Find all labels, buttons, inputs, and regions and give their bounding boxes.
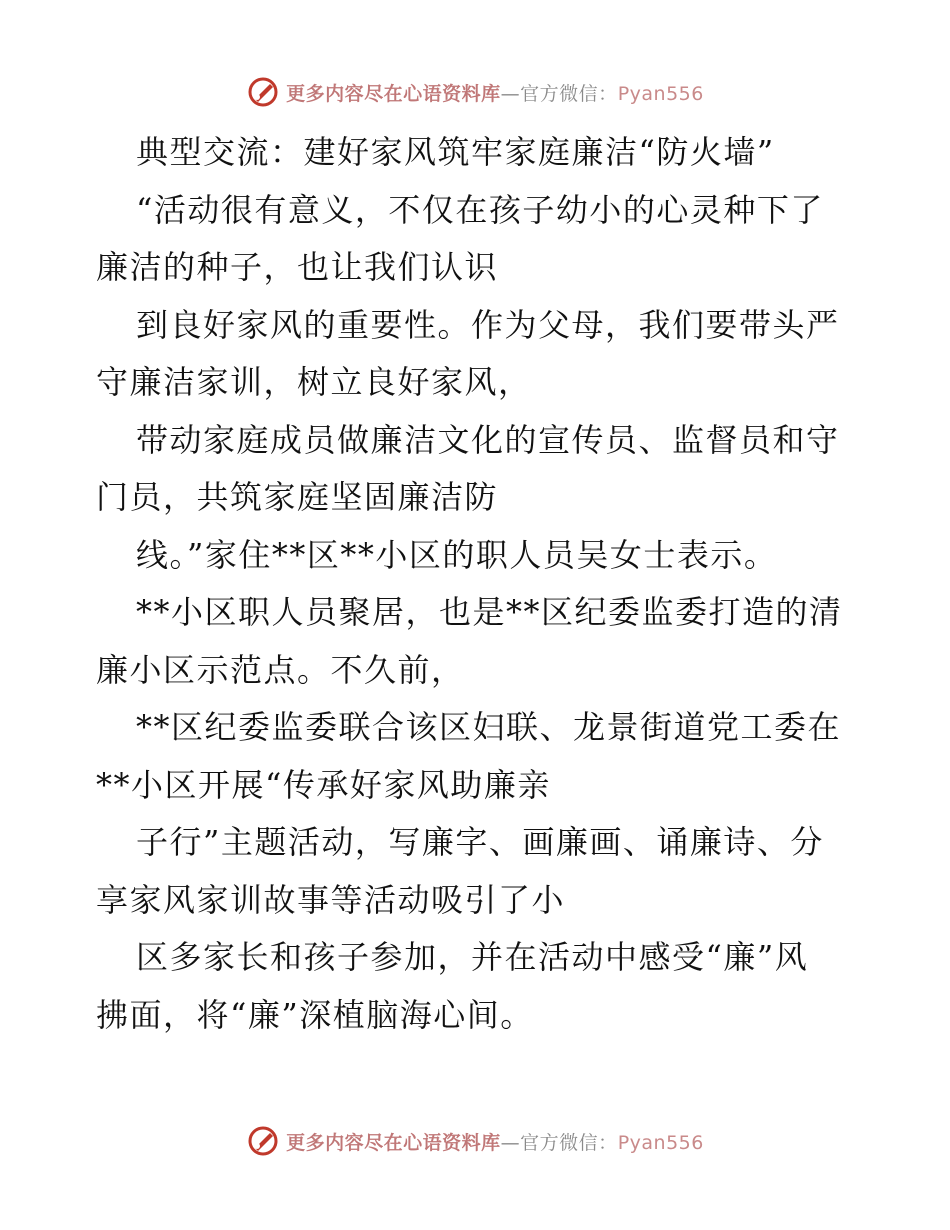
watermark-id: Pyan556 — [617, 1131, 704, 1154]
watermark-id: Pyan556 — [617, 82, 704, 105]
brand-logo-icon — [246, 1124, 280, 1158]
text-line: **小区开展“传承好家风助廉亲 — [96, 765, 551, 804]
text-line: 线。”家住**区**小区的职人员吴女士表示。 — [136, 535, 778, 574]
text-line: 到良好家风的重要性。作为父母，我们要带头严 — [136, 305, 840, 344]
text-line: 子行”主题活动，写廉字、画廉画、诵廉诗、分 — [136, 823, 824, 861]
watermark-label: 官方微信： — [520, 82, 618, 105]
text-line: 带动家庭成员做廉洁文化的宣传员、监督员和守 — [136, 420, 840, 459]
text-line: 廉洁的种子，也让我们认识 — [96, 248, 499, 286]
watermark-separator: — — [500, 82, 521, 105]
text-line: 守廉洁家训，树立良好家风， — [96, 363, 532, 401]
watermark-label: 官方微信： — [520, 1131, 618, 1154]
text-line: 区多家长和孩子参加，并在活动中感受“廉”风 — [136, 938, 809, 976]
text-line: 廉小区示范点。不久前， — [96, 650, 465, 689]
text-line: “活动很有意义，不仅在孩子幼小的心灵种下了 — [136, 190, 824, 229]
document-body — [96, 124, 856, 1044]
text-line: 典型交流：建好家风筑牢家庭廉洁“防火墙” — [136, 133, 775, 171]
watermark-brand: 更多内容尽在心语资料库 — [286, 1131, 501, 1154]
text-line: 门员，共筑家庭坚固廉洁防 — [96, 478, 499, 516]
header-watermark — [0, 72, 950, 112]
brand-logo-icon — [246, 75, 280, 109]
watermark-text — [286, 79, 704, 106]
footer-watermark — [0, 1121, 950, 1161]
text-line: **区纪委监委联合该区妇联、龙景街道党工委在 — [136, 708, 842, 746]
text-line: 拂面，将“廉”深植脑海心间。 — [96, 995, 534, 1034]
text-line: **小区职人员聚居，也是**区纪委监委打造的清 — [136, 593, 843, 631]
watermark-separator: — — [500, 1131, 521, 1154]
text-line: 享家风家训故事等活动吸引了小 — [96, 880, 566, 919]
watermark-text — [286, 1128, 704, 1155]
watermark-brand: 更多内容尽在心语资料库 — [286, 82, 501, 105]
